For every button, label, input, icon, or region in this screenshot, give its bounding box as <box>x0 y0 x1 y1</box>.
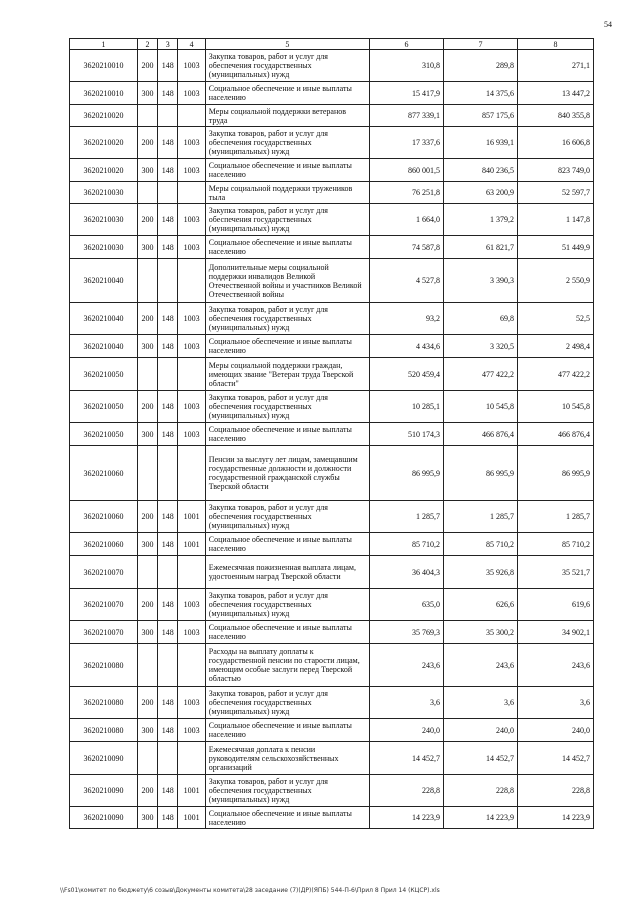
amount-year3-cell: 13 447,2 <box>517 82 593 105</box>
amount-year1-cell: 35 769,3 <box>369 621 443 644</box>
amount-year1-cell: 4 527,8 <box>369 259 443 303</box>
classification-code-cell: 3620210050 <box>70 358 138 391</box>
description-cell: Социальное обеспечение и иные выплаты населению <box>205 719 369 742</box>
amount-year2-cell: 35 926,8 <box>443 556 517 589</box>
section-code-cell: 1003 <box>178 50 205 82</box>
section-code-cell: 1003 <box>178 621 205 644</box>
admin-code-cell: 148 <box>158 807 178 829</box>
table-row <box>70 621 594 644</box>
amount-year3-cell: 477 422,2 <box>517 358 593 391</box>
description-cell: Социальное обеспечение и иные выплаты населению <box>205 533 369 556</box>
description-cell: Социальное обеспечение и иные выплаты населению <box>205 159 369 182</box>
admin-code-cell <box>158 556 178 589</box>
column-header: 7 <box>443 39 517 50</box>
section-code-cell <box>178 644 205 687</box>
admin-code-cell: 148 <box>158 687 178 719</box>
table-row <box>70 533 594 556</box>
classification-code-cell: 3620210090 <box>70 775 138 807</box>
expense-type-cell: 200 <box>137 50 157 82</box>
expense-type-cell <box>137 358 157 391</box>
admin-code-cell: 148 <box>158 589 178 621</box>
classification-code-cell: 3620210020 <box>70 127 138 159</box>
amount-year2-cell: 86 995,9 <box>443 446 517 501</box>
table-row <box>70 556 594 589</box>
amount-year3-cell: 466 876,4 <box>517 423 593 446</box>
description-cell: Закупка товаров, работ и услуг для обеспечения государственных (муниципальных) нужд <box>205 391 369 423</box>
section-code-cell <box>178 358 205 391</box>
description-cell: Социальное обеспечение и иные выплаты населению <box>205 807 369 829</box>
table-row <box>70 391 594 423</box>
section-code-cell <box>178 742 205 775</box>
description-cell: Социальное обеспечение и иные выплаты населению <box>205 236 369 259</box>
expense-type-cell: 200 <box>137 303 157 335</box>
amount-year2-cell: 85 710,2 <box>443 533 517 556</box>
table-row <box>70 259 594 303</box>
amount-year3-cell: 271,1 <box>517 50 593 82</box>
section-code-cell: 1001 <box>178 501 205 533</box>
amount-year2-cell: 228,8 <box>443 775 517 807</box>
expense-type-cell <box>137 556 157 589</box>
table-row <box>70 204 594 236</box>
table-row <box>70 335 594 358</box>
amount-year3-cell: 3,6 <box>517 687 593 719</box>
section-code-cell: 1003 <box>178 335 205 358</box>
expense-type-cell: 300 <box>137 621 157 644</box>
amount-year1-cell: 4 434,6 <box>369 335 443 358</box>
description-cell: Социальное обеспечение и иные выплаты населению <box>205 82 369 105</box>
admin-code-cell: 148 <box>158 159 178 182</box>
column-header: 6 <box>369 39 443 50</box>
amount-year2-cell: 857 175,6 <box>443 105 517 127</box>
amount-year3-cell: 86 995,9 <box>517 446 593 501</box>
table-row <box>70 127 594 159</box>
table-row <box>70 719 594 742</box>
table-row <box>70 644 594 687</box>
classification-code-cell: 3620210080 <box>70 644 138 687</box>
admin-code-cell <box>158 446 178 501</box>
admin-code-cell <box>158 644 178 687</box>
description-cell: Меры социальной поддержки ветеранов труда <box>205 105 369 127</box>
page-number: 54 <box>604 20 612 29</box>
table-row <box>70 303 594 335</box>
amount-year3-cell: 85 710,2 <box>517 533 593 556</box>
description-cell: Дополнительные меры социальной поддержки инвалидов Великой Отечественной войны и участников Великой Отечественной войны <box>205 259 369 303</box>
classification-code-cell: 3620210070 <box>70 621 138 644</box>
amount-year1-cell: 228,8 <box>369 775 443 807</box>
amount-year3-cell: 2 498,4 <box>517 335 593 358</box>
amount-year3-cell: 16 606,8 <box>517 127 593 159</box>
section-code-cell: 1003 <box>178 82 205 105</box>
description-cell: Ежемесячная пожизненная выплата лицам, удостоенным наград Тверской области <box>205 556 369 589</box>
amount-year3-cell: 52 597,7 <box>517 182 593 204</box>
column-header: 4 <box>178 39 205 50</box>
section-code-cell <box>178 556 205 589</box>
amount-year2-cell: 63 200,9 <box>443 182 517 204</box>
admin-code-cell: 148 <box>158 391 178 423</box>
expense-type-cell: 300 <box>137 533 157 556</box>
section-code-cell: 1003 <box>178 159 205 182</box>
admin-code-cell <box>158 259 178 303</box>
amount-year1-cell: 17 337,6 <box>369 127 443 159</box>
classification-code-cell: 3620210070 <box>70 589 138 621</box>
expense-type-cell: 200 <box>137 687 157 719</box>
amount-year3-cell: 14 452,7 <box>517 742 593 775</box>
description-cell: Закупка товаров, работ и услуг для обеспечения государственных (муниципальных) нужд <box>205 204 369 236</box>
amount-year1-cell: 76 251,8 <box>369 182 443 204</box>
file-path-footer: \\Fs01\комитет по бюджету\6 созыв\Документы комитета\28 заседание (7)(ДР)(ЯПБ) 544-П-6\Прил 8 Прил 14 (КЦСР).xls <box>60 887 440 894</box>
amount-year1-cell: 14 223,9 <box>369 807 443 829</box>
admin-code-cell: 148 <box>158 50 178 82</box>
section-code-cell: 1003 <box>178 719 205 742</box>
expense-type-cell: 300 <box>137 719 157 742</box>
admin-code-cell: 148 <box>158 236 178 259</box>
amount-year1-cell: 635,0 <box>369 589 443 621</box>
classification-code-cell: 3620210020 <box>70 159 138 182</box>
classification-code-cell: 3620210040 <box>70 303 138 335</box>
classification-code-cell: 3620210040 <box>70 259 138 303</box>
amount-year3-cell: 619,6 <box>517 589 593 621</box>
classification-code-cell: 3620210060 <box>70 533 138 556</box>
table-row <box>70 105 594 127</box>
expense-type-cell: 200 <box>137 204 157 236</box>
table-row <box>70 446 594 501</box>
amount-year3-cell: 840 355,8 <box>517 105 593 127</box>
amount-year3-cell: 34 902,1 <box>517 621 593 644</box>
amount-year2-cell: 10 545,8 <box>443 391 517 423</box>
amount-year1-cell: 15 417,9 <box>369 82 443 105</box>
amount-year2-cell: 14 223,9 <box>443 807 517 829</box>
admin-code-cell: 148 <box>158 127 178 159</box>
description-cell: Закупка товаров, работ и услуг для обеспечения государственных (муниципальных) нужд <box>205 50 369 82</box>
amount-year1-cell: 243,6 <box>369 644 443 687</box>
amount-year2-cell: 477 422,2 <box>443 358 517 391</box>
amount-year2-cell: 3 390,3 <box>443 259 517 303</box>
amount-year1-cell: 93,2 <box>369 303 443 335</box>
admin-code-cell <box>158 742 178 775</box>
classification-code-cell: 3620210010 <box>70 82 138 105</box>
amount-year3-cell: 240,0 <box>517 719 593 742</box>
amount-year2-cell: 35 300,2 <box>443 621 517 644</box>
description-cell: Меры социальной поддержки тружеников тыла <box>205 182 369 204</box>
column-number-row <box>70 39 594 50</box>
classification-code-cell: 3620210080 <box>70 719 138 742</box>
table-row <box>70 182 594 204</box>
amount-year1-cell: 10 285,1 <box>369 391 443 423</box>
amount-year3-cell: 52,5 <box>517 303 593 335</box>
amount-year2-cell: 1 379,2 <box>443 204 517 236</box>
amount-year1-cell: 310,8 <box>369 50 443 82</box>
section-code-cell <box>178 446 205 501</box>
expense-type-cell: 200 <box>137 775 157 807</box>
section-code-cell: 1001 <box>178 775 205 807</box>
table-row <box>70 742 594 775</box>
budget-table <box>69 38 594 829</box>
section-code-cell <box>178 259 205 303</box>
classification-code-cell: 3620210070 <box>70 556 138 589</box>
description-cell: Социальное обеспечение и иные выплаты населению <box>205 621 369 644</box>
expense-type-cell <box>137 105 157 127</box>
column-header: 5 <box>205 39 369 50</box>
admin-code-cell: 148 <box>158 501 178 533</box>
table-row <box>70 50 594 82</box>
amount-year3-cell: 1 147,8 <box>517 204 593 236</box>
expense-type-cell <box>137 259 157 303</box>
amount-year1-cell: 3,6 <box>369 687 443 719</box>
expense-type-cell: 200 <box>137 501 157 533</box>
admin-code-cell: 148 <box>158 303 178 335</box>
amount-year2-cell: 69,8 <box>443 303 517 335</box>
section-code-cell: 1001 <box>178 533 205 556</box>
admin-code-cell: 148 <box>158 533 178 556</box>
section-code-cell: 1003 <box>178 423 205 446</box>
description-cell: Ежемесячная доплата к пенсии руководителям сельскохозяйственных организаций <box>205 742 369 775</box>
table-row <box>70 807 594 829</box>
classification-code-cell: 3620210090 <box>70 742 138 775</box>
amount-year2-cell: 626,6 <box>443 589 517 621</box>
expense-type-cell: 300 <box>137 335 157 358</box>
amount-year2-cell: 289,8 <box>443 50 517 82</box>
amount-year2-cell: 61 821,7 <box>443 236 517 259</box>
amount-year3-cell: 2 550,9 <box>517 259 593 303</box>
classification-code-cell: 3620210090 <box>70 807 138 829</box>
section-code-cell: 1003 <box>178 204 205 236</box>
table-row <box>70 501 594 533</box>
amount-year1-cell: 36 404,3 <box>369 556 443 589</box>
amount-year2-cell: 16 939,1 <box>443 127 517 159</box>
amount-year3-cell: 51 449,9 <box>517 236 593 259</box>
expense-type-cell: 300 <box>137 159 157 182</box>
admin-code-cell: 148 <box>158 775 178 807</box>
admin-code-cell: 148 <box>158 719 178 742</box>
table-row <box>70 236 594 259</box>
expense-type-cell: 300 <box>137 236 157 259</box>
classification-code-cell: 3620210060 <box>70 501 138 533</box>
expense-type-cell: 300 <box>137 423 157 446</box>
section-code-cell: 1003 <box>178 589 205 621</box>
description-cell: Социальное обеспечение и иные выплаты населению <box>205 423 369 446</box>
amount-year2-cell: 14 452,7 <box>443 742 517 775</box>
amount-year1-cell: 520 459,4 <box>369 358 443 391</box>
amount-year2-cell: 14 375,6 <box>443 82 517 105</box>
amount-year2-cell: 3 320,5 <box>443 335 517 358</box>
table-row <box>70 358 594 391</box>
description-cell: Закупка товаров, работ и услуг для обеспечения государственных (муниципальных) нужд <box>205 687 369 719</box>
amount-year2-cell: 840 236,5 <box>443 159 517 182</box>
table-row <box>70 775 594 807</box>
classification-code-cell: 3620210080 <box>70 687 138 719</box>
classification-code-cell: 3620210050 <box>70 391 138 423</box>
expense-type-cell <box>137 182 157 204</box>
amount-year1-cell: 14 452,7 <box>369 742 443 775</box>
column-header: 1 <box>70 39 138 50</box>
admin-code-cell: 148 <box>158 82 178 105</box>
admin-code-cell: 148 <box>158 423 178 446</box>
section-code-cell <box>178 182 205 204</box>
admin-code-cell: 148 <box>158 335 178 358</box>
amount-year3-cell: 228,8 <box>517 775 593 807</box>
expense-type-cell: 300 <box>137 82 157 105</box>
expense-type-cell: 200 <box>137 127 157 159</box>
section-code-cell: 1003 <box>178 127 205 159</box>
amount-year2-cell: 240,0 <box>443 719 517 742</box>
description-cell: Расходы на выплату доплаты к государственной пенсии по старости лицам, имеющим особые заслуги перед Тверской областью <box>205 644 369 687</box>
amount-year1-cell: 86 995,9 <box>369 446 443 501</box>
section-code-cell: 1003 <box>178 391 205 423</box>
classification-code-cell: 3620210030 <box>70 236 138 259</box>
amount-year3-cell: 243,6 <box>517 644 593 687</box>
admin-code-cell: 148 <box>158 204 178 236</box>
classification-code-cell: 3620210050 <box>70 423 138 446</box>
classification-code-cell: 3620210040 <box>70 335 138 358</box>
amount-year2-cell: 1 285,7 <box>443 501 517 533</box>
description-cell: Пенсии за выслугу лет лицам, замещавшим государственные должности и должности государственной гражданской службы Тверской области <box>205 446 369 501</box>
classification-code-cell: 3620210030 <box>70 182 138 204</box>
classification-code-cell: 3620210010 <box>70 50 138 82</box>
classification-code-cell: 3620210060 <box>70 446 138 501</box>
admin-code-cell <box>158 182 178 204</box>
amount-year1-cell: 510 174,3 <box>369 423 443 446</box>
table-row <box>70 687 594 719</box>
section-code-cell: 1001 <box>178 807 205 829</box>
section-code-cell: 1003 <box>178 687 205 719</box>
expense-type-cell <box>137 446 157 501</box>
expense-type-cell <box>137 742 157 775</box>
amount-year2-cell: 243,6 <box>443 644 517 687</box>
expense-type-cell: 300 <box>137 807 157 829</box>
expense-type-cell: 200 <box>137 391 157 423</box>
amount-year1-cell: 1 285,7 <box>369 501 443 533</box>
section-code-cell: 1003 <box>178 236 205 259</box>
description-cell: Закупка товаров, работ и услуг для обеспечения государственных (муниципальных) нужд <box>205 589 369 621</box>
amount-year1-cell: 1 664,0 <box>369 204 443 236</box>
expense-type-cell <box>137 644 157 687</box>
table-row <box>70 423 594 446</box>
table-row <box>70 82 594 105</box>
description-cell: Закупка товаров, работ и услуг для обеспечения государственных (муниципальных) нужд <box>205 127 369 159</box>
amount-year3-cell: 35 521,7 <box>517 556 593 589</box>
column-header: 8 <box>517 39 593 50</box>
description-cell: Закупка товаров, работ и услуг для обеспечения государственных (муниципальных) нужд <box>205 303 369 335</box>
admin-code-cell <box>158 358 178 391</box>
amount-year1-cell: 74 587,8 <box>369 236 443 259</box>
classification-code-cell: 3620210020 <box>70 105 138 127</box>
description-cell: Социальное обеспечение и иные выплаты населению <box>205 335 369 358</box>
column-header: 3 <box>158 39 178 50</box>
amount-year3-cell: 10 545,8 <box>517 391 593 423</box>
description-cell: Закупка товаров, работ и услуг для обеспечения государственных (муниципальных) нужд <box>205 775 369 807</box>
amount-year3-cell: 1 285,7 <box>517 501 593 533</box>
description-cell: Меры социальной поддержки граждан, имеющих звание "Ветеран труда Тверской области" <box>205 358 369 391</box>
section-code-cell <box>178 105 205 127</box>
amount-year1-cell: 860 001,5 <box>369 159 443 182</box>
classification-code-cell: 3620210030 <box>70 204 138 236</box>
amount-year2-cell: 466 876,4 <box>443 423 517 446</box>
expense-type-cell: 200 <box>137 589 157 621</box>
admin-code-cell <box>158 105 178 127</box>
amount-year3-cell: 14 223,9 <box>517 807 593 829</box>
table-row <box>70 159 594 182</box>
description-cell: Закупка товаров, работ и услуг для обеспечения государственных (муниципальных) нужд <box>205 501 369 533</box>
column-header: 2 <box>137 39 157 50</box>
amount-year1-cell: 877 339,1 <box>369 105 443 127</box>
amount-year1-cell: 85 710,2 <box>369 533 443 556</box>
section-code-cell: 1003 <box>178 303 205 335</box>
amount-year3-cell: 823 749,0 <box>517 159 593 182</box>
amount-year1-cell: 240,0 <box>369 719 443 742</box>
admin-code-cell: 148 <box>158 621 178 644</box>
table-row <box>70 589 594 621</box>
amount-year2-cell: 3,6 <box>443 687 517 719</box>
